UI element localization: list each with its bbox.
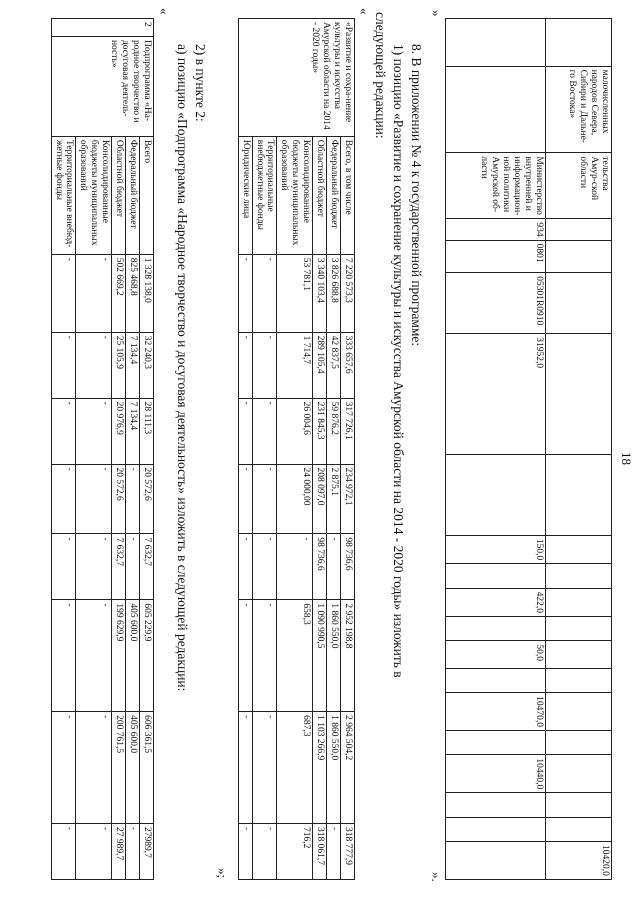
row2-code2: 0801	[446, 240, 546, 273]
sub-cell: -	[76, 712, 112, 824]
point2-item-a: а) позицию «Подпрограмма «Народное творчество и досуговая деятельность» изложить в следующей редакции:	[175, 44, 190, 692]
row2-code3: 05301R0910	[446, 273, 546, 334]
sub-cell: 20 976,9	[112, 398, 126, 464]
sub-cell: -	[51, 712, 76, 824]
program-cell: 318 777,9	[341, 823, 355, 879]
sub-cell: 7 134,4	[126, 398, 140, 464]
program-row-5	[238, 19, 252, 880]
sub-cell: 27 989,7	[112, 823, 126, 879]
program-cell: 42 837,5	[327, 332, 341, 398]
program-name: «Развитие и сохра-нение культуры и искусства Амурской области на 2014 - 2020 годы»	[238, 19, 354, 137]
program-cell: 687,3	[277, 712, 313, 824]
program-cell: 26 004,6	[277, 398, 313, 464]
program-cell: -	[238, 398, 252, 464]
program-cell: 1 090 990,5	[313, 600, 327, 712]
program-cell: 98 736,6	[341, 534, 355, 600]
row2-v3: 50,0	[446, 641, 546, 668]
program-cell: -	[238, 464, 252, 534]
section8-heading: 8. В приложении № 4 к государственной программе:	[409, 44, 424, 347]
program-cell: 3 826 688,8	[327, 254, 341, 332]
sub-cell: -	[76, 464, 112, 534]
program-cell: -	[252, 254, 277, 332]
program-row-1	[327, 19, 341, 880]
sub-row-4	[51, 19, 76, 880]
sub-name: Подпрограмма «На-родное творчество и досуговая деятель-ность»	[51, 36, 153, 136]
row1-col2: тельства Амур-ской области	[546, 153, 612, 219]
sub-cell: 502 669,2	[112, 254, 126, 332]
row2-code1: 934	[446, 219, 546, 240]
sub-cell: -	[51, 464, 76, 534]
program-cell: 716,2	[277, 823, 313, 879]
sub-row-label: Федеральный бюджет	[126, 136, 140, 254]
sub-cell: -	[51, 534, 76, 600]
sub-cell: -	[76, 254, 112, 332]
program-cell: -	[238, 254, 252, 332]
sub-row-label: Территориальные внебюд-жетные фонды	[51, 136, 76, 254]
page-number: 18	[619, 452, 634, 465]
program-cell: 234 972,1	[341, 464, 355, 534]
row2-v4: 10470,0	[446, 693, 546, 731]
sub-cell: -	[51, 600, 76, 712]
program-row-4	[252, 19, 277, 880]
program-cell: 1 714,7	[277, 332, 313, 398]
sub-cell: 7 632,7	[112, 534, 126, 600]
program-cell: 53 781,1	[277, 254, 313, 332]
row2-v5: 10440,0	[446, 755, 546, 793]
program-cell: 1 103 266,9	[313, 712, 327, 824]
sub-cell: -	[126, 534, 140, 600]
sub-cell: -	[76, 823, 112, 879]
program-cell: -	[327, 534, 341, 600]
program-row-label: Территориальные внебюджетные фонды	[252, 136, 277, 254]
program-table	[238, 18, 355, 880]
program-row-label: Всего, в том числе	[341, 136, 355, 254]
program-cell: -	[252, 600, 277, 712]
program-row-label: Юридические лица	[238, 136, 252, 254]
program-cell: -	[252, 398, 277, 464]
program-cell: 2 875,1	[327, 464, 341, 534]
program-cell: 98 736,6	[313, 534, 327, 600]
sub-cell: -	[51, 332, 76, 398]
sub-cell: 200 761,5	[112, 712, 126, 824]
sub-cell: -	[51, 398, 76, 464]
row2-v1: 150,0	[446, 535, 546, 563]
program-table-closing: »;	[215, 868, 230, 879]
sub-cell: 20 572,6	[112, 464, 126, 534]
program-row-0	[341, 19, 355, 880]
sub-cell: -	[126, 464, 140, 534]
sub-cell: -	[51, 823, 76, 879]
top-table-close-quote: »	[429, 10, 444, 17]
sub-cell: 606 361,5	[140, 712, 154, 824]
program-cell: 59 876,2	[327, 398, 341, 464]
program-cell: 24 000,00	[277, 464, 313, 534]
sub-row-0	[140, 19, 154, 880]
program-cell: -	[238, 823, 252, 879]
program-cell: 1 860 550,0	[327, 712, 341, 824]
point2-heading: 2) в пункте 2:	[193, 44, 208, 122]
point2-open-quote: «	[157, 8, 172, 15]
sub-cell: 32 240,3	[140, 332, 154, 398]
program-cell: 289 105,4	[313, 332, 327, 398]
program-cell: -	[252, 332, 277, 398]
program-cell: 317 726,1	[341, 398, 355, 464]
sub-cell: 405 600,0	[126, 712, 140, 824]
program-cell: 2 952 198,8	[341, 600, 355, 712]
top-table-row-1	[546, 19, 612, 880]
program-cell: 231 845,3	[313, 398, 327, 464]
row2-sum: 31952,0	[446, 334, 546, 455]
sub-cell: -	[76, 534, 112, 600]
program-cell: 658,3	[277, 600, 313, 712]
sub-row-1	[126, 19, 140, 880]
program-cell: -	[238, 332, 252, 398]
program-cell: -	[252, 534, 277, 600]
program-cell: -	[277, 534, 313, 600]
program-cell: -	[252, 712, 277, 824]
program-cell: -	[238, 534, 252, 600]
program-cell: 208 097,0	[313, 464, 327, 534]
program-cell: 2 964 504,2	[341, 712, 355, 824]
section8-item1-line1: 1) позицию «Развитие и сохранение культуры и искусства Амурской области на 2014 - 2020 годы» изложить в	[391, 44, 406, 678]
sub-cell: 20 572,6	[140, 464, 154, 534]
sub-row-3	[76, 19, 112, 880]
sub-cell: 1 328 138,0	[140, 254, 154, 332]
program-cell: -	[252, 464, 277, 534]
sub-cell: 405 600,0	[126, 600, 140, 712]
subprogram-table	[51, 18, 154, 880]
top-table	[445, 18, 612, 880]
row1-value: 10420,0	[546, 842, 612, 880]
program-cell: -	[252, 823, 277, 879]
program-cell: -	[327, 823, 341, 879]
program-cell: 7 220 573,3	[341, 254, 355, 332]
program-cell: -	[238, 712, 252, 824]
sub-row-label: Консолидированные бюджеты муниципальных образований	[76, 136, 112, 254]
sub-cell: 7 632,7	[140, 534, 154, 600]
sub-cell: -	[126, 823, 140, 879]
program-row-label: Консолидированные бюджеты муниципальных образований	[277, 136, 313, 254]
row2-v2: 422,0	[446, 588, 546, 616]
program-cell: 3 340 103,4	[313, 254, 327, 332]
sub-number: 2	[51, 19, 153, 37]
sub-cell: 28 111,3	[140, 398, 154, 464]
row1-col1: малочисленных народов Севера, Сибири и Дальне-го Востока»	[546, 66, 612, 153]
program-cell: -	[238, 600, 252, 712]
sub-row-label: Всего	[140, 136, 154, 254]
program-cell: 318 061,7	[313, 823, 327, 879]
sub-cell: -	[76, 600, 112, 712]
sub-cell: -	[76, 332, 112, 398]
program-row-3	[277, 19, 313, 880]
program-row-label: Федеральный бюджет	[327, 136, 341, 254]
program-row-label: Областной бюджет	[313, 136, 327, 254]
section8-open-quote: «	[357, 8, 372, 15]
sub-row-label: Областной бюджет	[112, 136, 126, 254]
top-table-closing: ».	[429, 872, 444, 882]
program-cell: 333 657,6	[341, 332, 355, 398]
sub-cell: 605 229,9	[140, 600, 154, 712]
sub-cell: 7 134,4	[126, 332, 140, 398]
sub-cell: -	[76, 398, 112, 464]
sub-cell: 27989,7	[140, 823, 154, 879]
sub-cell: -	[51, 254, 76, 332]
section8-item1-line2: следующей редакции:	[373, 12, 388, 139]
sub-cell: 825 468,8	[126, 254, 140, 332]
sub-row-2	[112, 19, 126, 880]
program-row-2	[313, 19, 327, 880]
sub-cell: 25 105,9	[112, 332, 126, 398]
top-table-row-2	[446, 19, 546, 880]
row2-col2: Министерство внутренней и информацион-ной политики Амурской об-ласти	[446, 153, 546, 219]
sub-cell: 199 629,9	[112, 600, 126, 712]
program-cell: 1 860 550,0	[327, 600, 341, 712]
